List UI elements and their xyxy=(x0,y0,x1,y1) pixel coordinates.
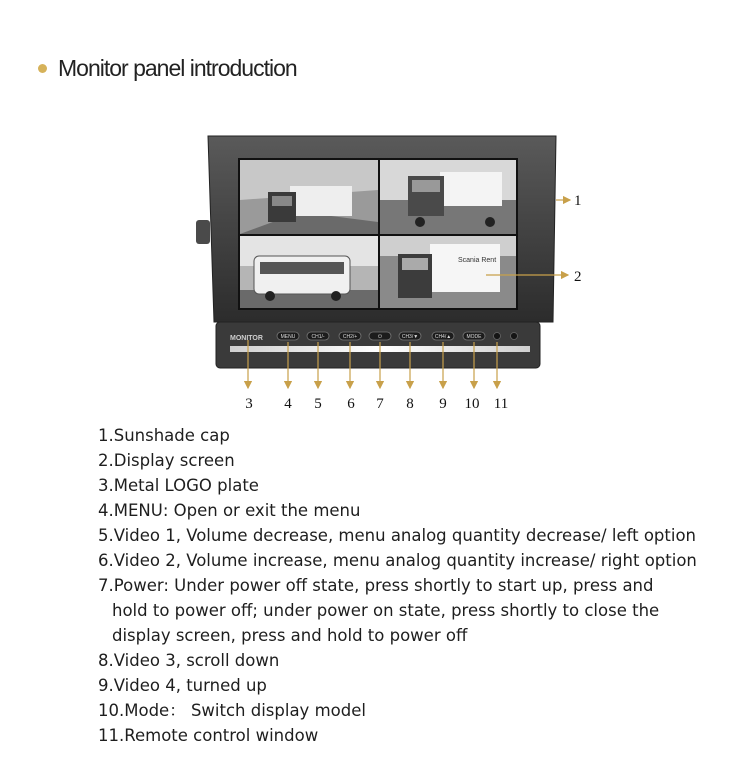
camera-panel-3 xyxy=(240,236,378,308)
control-strip xyxy=(216,322,540,368)
ch1-button xyxy=(307,332,329,340)
svg-text:MODE: MODE xyxy=(466,334,482,340)
list-item: 8.Video 3, scroll down xyxy=(98,651,280,670)
heading-title: Monitor panel introduction xyxy=(58,54,297,81)
callout-6: 6 xyxy=(347,396,355,412)
list-item: 11.Remote control window xyxy=(98,726,319,745)
callout-7: 7 xyxy=(376,396,384,412)
callout-8: 8 xyxy=(406,396,414,412)
callout-11: 11 xyxy=(493,396,509,412)
list-item: 4.MENU: Open or exit the menu xyxy=(98,501,361,520)
svg-text:CH1/-: CH1/- xyxy=(311,334,325,340)
feature-list xyxy=(98,423,738,748)
ch3-button xyxy=(399,332,421,340)
list-item: 1.Sunshade cap xyxy=(98,426,230,445)
list-item: 3.Metal LOGO plate xyxy=(98,476,259,495)
mode-button xyxy=(463,332,485,340)
list-item: 9.Video 4, turned up xyxy=(98,676,267,695)
callout-2: 2 xyxy=(574,269,582,285)
svg-text:CH2/+: CH2/+ xyxy=(342,334,358,340)
camera-panel-2 xyxy=(380,160,516,234)
callout-1: 1 xyxy=(574,193,582,209)
ch2-button xyxy=(339,332,361,340)
mount-knob xyxy=(196,220,210,244)
trailer-text: Scania Rent xyxy=(458,257,497,264)
list-item-multiline xyxy=(98,573,738,648)
callout-10: 10 xyxy=(464,396,480,412)
list-item: 5.Video 1, Volume decrease, menu analog quantity decrease/ left option xyxy=(98,526,697,545)
logo-plate: MONITOR xyxy=(230,335,263,342)
camera-panel-4 xyxy=(380,236,516,308)
callout-4: 4 xyxy=(284,396,292,412)
svg-text:CH3/▼: CH3/▼ xyxy=(401,334,419,340)
menu-button xyxy=(277,332,299,340)
indicator-icon xyxy=(511,333,518,340)
callout-9: 9 xyxy=(439,396,447,412)
ir-window-icon xyxy=(494,333,501,340)
callout-3: 3 xyxy=(245,396,253,412)
svg-text:⏻: ⏻ xyxy=(378,334,382,340)
list-item-line: display screen, press and hold to power off xyxy=(112,626,468,645)
list-item-line: 7.Power: Under power off state, press shortly to start up, press and xyxy=(98,576,654,595)
svg-text:CH4/▲: CH4/▲ xyxy=(434,334,452,340)
svg-text:MENU: MENU xyxy=(280,334,296,340)
list-item: 10.Mode： Switch display model xyxy=(98,701,366,720)
list-item: 6.Video 2, Volume increase, menu analog quantity increase/ right option xyxy=(98,551,697,570)
list-item-line: hold to power off; under power on state, press shortly to close the xyxy=(112,601,660,620)
ch4-button xyxy=(432,332,454,340)
camera-panel-1 xyxy=(240,160,378,234)
callout-5: 5 xyxy=(314,396,322,412)
power-button xyxy=(369,332,391,340)
list-item: 2.Display screen xyxy=(98,451,235,470)
